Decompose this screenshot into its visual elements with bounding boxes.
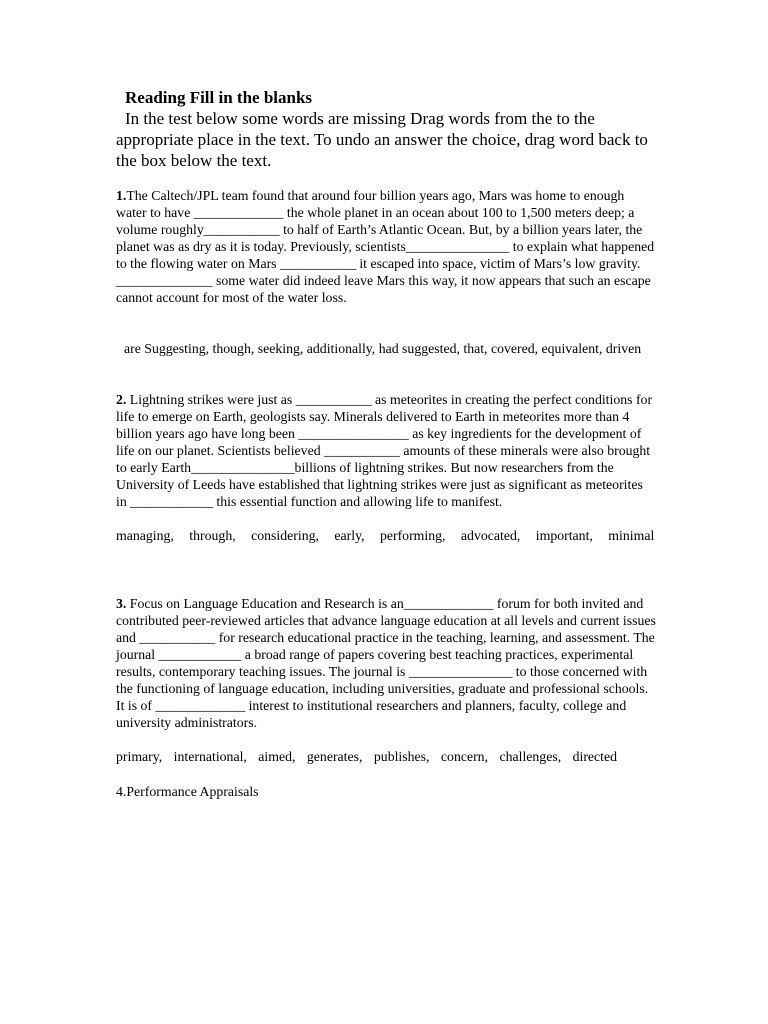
question-4-number: 4. [116, 783, 127, 799]
question-2-text: Lightning strikes were just as ___________ as meteorites in creating the perfect conditions for life to emerge on Earth, geologists say. Minerals delivered to Earth in meteorites more than 4 billion years ago have long been ________________ as key ingredients for the development of life on our planet. Scientists believed ___________ amounts of these minerals were also brought to early Earth_______________billions of lightning strikes. But now researchers from the University of Leeds have established that lightning strikes were just as significant as meteorites in ____________ this essential function and allowing life to manifest. [116, 391, 653, 509]
question-4-title: Performance Appraisals [126, 783, 259, 799]
question-1-text: The Caltech/JPL team found that around four billion years ago, Mars was home to enough water to have _____________ the whole planet in an ocean about 100 to 1,500 meters deep; a volume roughly___________ to half of Earth’s Atlantic Ocean. But, by a billion years later, the planet was as dry as it is today. Previously, scientists_______________ to explain what happened to the flowing water on Mars ___________ it escaped into space, victim of Mars’s low gravity. ______________ some water did indeed leave Mars this way, it now appears that such an escape cannot account for most of the water loss. [116, 188, 655, 305]
question-3-number: 3. [116, 596, 127, 611]
question-2-number: 2. [116, 391, 127, 407]
question-3-paragraph [116, 595, 656, 731]
question-4-heading [116, 783, 656, 800]
document-page [116, 88, 656, 813]
question-3-word-bank[interactable]: primary, international, aimed, generates, publishes, concern, challenges, directed [116, 749, 618, 764]
question-3-text: Focus on Language Education and Research is an_____________ forum for both invited and contributed peer-reviewed articles that advance language education at all levels and current issues and ___________ for research educational practice in the teaching, learning, and assessment. The journal ____________ a broad range of papers covering best teaching practices, experimental results, contemporary teaching issues. The journal is _______________ to those concerned with the functioning of language education, including universities, graduate and professional schools. It is of _____________ interest to institutional researchers and planners, faculty, college and university administrators. [116, 596, 656, 730]
page-title: Reading Fill in the blanks [125, 88, 313, 107]
question-1-paragraph [116, 187, 656, 306]
question-2-word-bank[interactable]: managing, through, considering, early, performing, advocated, important, minimal [116, 527, 655, 543]
question-1-word-bank[interactable]: are Suggesting, though, seeking, additionally, had suggested, that, covered, equivalent, driven [124, 341, 642, 356]
instructions: In the test below some words are missing Drag words from the to the appropriate place in the text. To undo an answer the choice, drag word back to the box below the text. [116, 109, 648, 170]
question-1-number: 1. [116, 188, 127, 203]
question-2-paragraph [116, 391, 656, 510]
